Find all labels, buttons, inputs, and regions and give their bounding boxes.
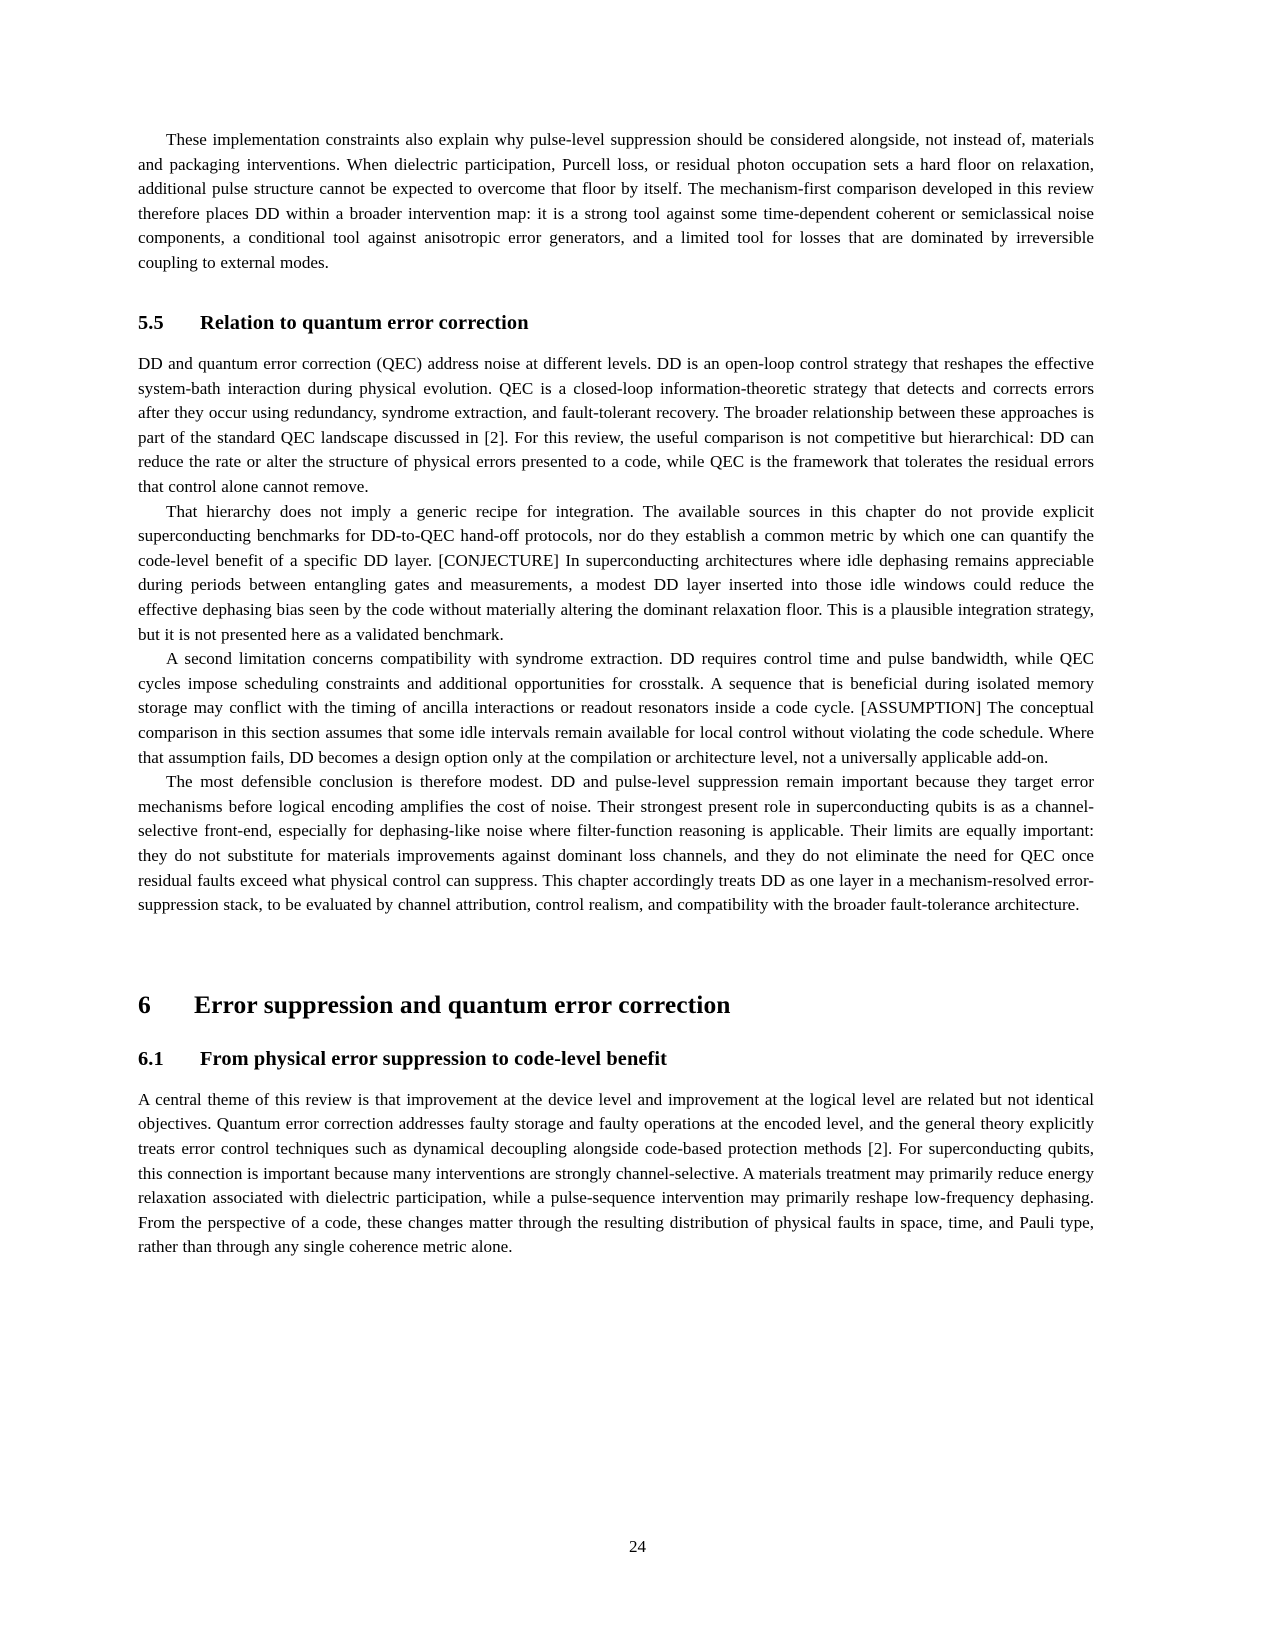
spacer-after-heading-6-1 bbox=[138, 1072, 1094, 1088]
subsection-heading-5-5 bbox=[138, 311, 1094, 335]
section-heading-6 bbox=[138, 990, 1094, 1021]
section-title-6: Error suppression and quantum error correction bbox=[194, 989, 731, 1019]
page-content bbox=[138, 128, 1094, 1260]
paragraph-syndrome-extraction-limitation: A second limitation concerns compatibility with syndrome extraction. DD requires control time and pulse bandwidth, while QEC cycles impose scheduling constraints and additional opportunities for crosstalk. A sequence that is beneficial during isolated memory storage may conflict with the timing of ancilla interactions or readout resonators inside a code cycle. [ASSUMPTION] The conceptual comparison in this section assumes that some idle intervals remain available for local control without violating the code schedule. Where that assumption fails, DD becomes a design option only at the compilation or architecture level, not a universally applicable add-on. bbox=[138, 649, 1094, 767]
section-number-6: 6 bbox=[138, 989, 151, 1019]
spacer-before-section-5-5 bbox=[138, 276, 1094, 311]
subsection-number-6-1: 6.1 bbox=[138, 1048, 164, 1071]
paragraph-hierarchy-integration: That hierarchy does not imply a generic recipe for integration. The available sources in this chapter do not provide explicit superconducting benchmarks for DD-to-QEC hand-off protocols, nor do they establish a common metric by which one can quantify the code-level benefit of a specific DD layer. [CONJECTURE] In superconducting architectures where idle dephasing remains appreciable during periods between entangling gates and measurements, a modest DD layer inserted into those idle windows could reduce the effective dephasing bias seen by the code without materially altering the dominant relaxation floor. This is a plausible integration strategy, but it is not presented here as a validated benchmark. bbox=[138, 501, 1094, 644]
paragraph-dd-qec-levels: DD and quantum error correction (QEC) address noise at different levels. DD is an open-loop control strategy that reshapes the effective system-bath interaction during physical evolution. QEC is a closed-loop information-theoretic strategy that detects and corrects errors after they occur using redundancy, syndrome extraction, and fault-tolerant recovery. The broader relationship between these approaches is part of the standard QEC landscape discussed in [2]. For this review, the useful comparison is not competitive but hierarchical: DD can reduce the rate or alter the structure of physical errors presented to a code, while QEC is the framework that tolerates the residual errors that control alone cannot remove. bbox=[138, 354, 1094, 497]
paragraph-central-theme: A central theme of this review is that improvement at the device level and improvement at the logical level are related but not identical objectives. Quantum error correction addresses faulty storage and faulty operations at the encoded level, and the general theory explicitly treats error control techniques such as dynamical decoupling alongside code-based protection methods [2]. For superconducting qubits, this connection is important because many interventions are strongly channel-selective. A materials treatment may primarily reduce energy relaxation associated with dielectric participation, while a pulse-sequence intervention may primarily reshape low-frequency dephasing. From the perspective of a code, these changes matter through the resulting distribution of physical faults in space, time, and Pauli type, rather than through any single coherence metric alone. bbox=[138, 1089, 1094, 1257]
spacer-after-heading-6 bbox=[138, 1020, 1094, 1047]
subsection-heading-6-1 bbox=[138, 1047, 1094, 1071]
page-number: 24 bbox=[628, 1537, 647, 1556]
paragraph-implementation-constraints: These implementation constraints also explain why pulse-level suppression should be considered alongside, not instead of, materials and packaging interventions. When dielectric participation, Purcell loss, or residual photon occupation sets a hard floor on relaxation, additional pulse structure cannot be expected to overcome that floor by itself. The mechanism-first comparison developed in this review therefore places DD within a broader intervention map: it is a strong tool against some time-dependent coherent or semiclassical noise components, a conditional tool against anisotropic error generators, and a limited tool for losses that are dominated by irreversible coupling to external modes. bbox=[138, 130, 1094, 272]
spacer-before-section-6 bbox=[138, 918, 1094, 990]
paragraph-defensible-conclusion: The most defensible conclusion is therefore modest. DD and pulse-level suppression remain important because they target error mechanisms before logical encoding amplifies the cost of noise. Their strongest present role in superconducting qubits is as a channel-selective front-end, especially for dephasing-like noise where filter-function reasoning is applicable. Their limits are equally important: they do not substitute for materials improvements against dominant loss channels, and they do not eliminate the need for QEC once residual faults exceed what physical control can suppress. This chapter accordingly treats DD as one layer in a mechanism-resolved error-suppression stack, to be evaluated by channel attribution, control realism, and compatibility with the broader fault-tolerance architecture. bbox=[138, 772, 1094, 915]
subsection-title-5-5: Relation to quantum error correction bbox=[200, 311, 529, 334]
spacer-after-heading-5-5 bbox=[138, 335, 1094, 352]
subsection-number-5-5: 5.5 bbox=[138, 311, 164, 334]
subsection-title-6-1: From physical error suppression to code-level benefit bbox=[200, 1048, 668, 1071]
